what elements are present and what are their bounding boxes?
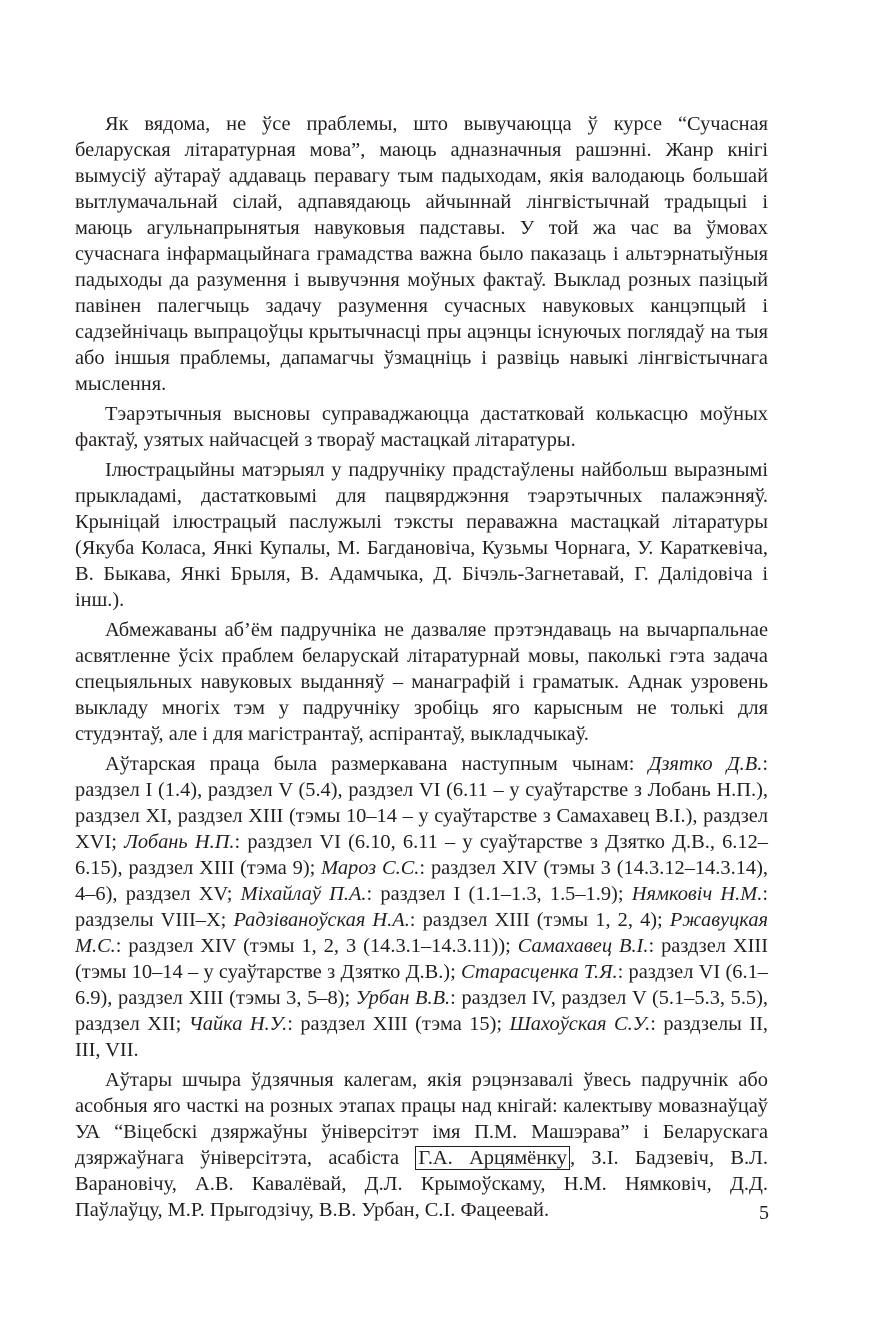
author-name: Самахавец В.І. (517, 935, 649, 957)
author-sections: : раздзел XIII (тэмы 10–14 – у суаўтарстве з Дзятко Д.В.); (75, 935, 768, 983)
page-body (75, 111, 768, 1227)
boxed-memorial-name: Г.А. Арцямёнку (415, 1146, 570, 1170)
page-number: 5 (759, 1202, 769, 1224)
author-name: Мароз С.С. (321, 857, 420, 879)
author-sections: : раздзел VI (6.1–6.9), раздзел XIII (тэмы 3, 5–8); (75, 961, 768, 1009)
author-name: Шахоўская С.У. (509, 1013, 651, 1035)
author-sections: : раздзелы II, III, VII. (75, 1013, 769, 1061)
author-sections: : раздзелы VIII–X; (75, 883, 768, 931)
paragraph-theoretical-conclusions: Тэарэтычныя высновы суправаджаюцца дастатковай колькасцю моўных фактаў, узятых найчасцей з твораў мастацкай літаратуры. (75, 403, 768, 451)
author-sections: : раздзел XIV (тэмы 3 (14.3.12–14.3.14), 4–6), раздзел XV; (75, 857, 768, 905)
author-name: Нямковіч Н.М. (631, 883, 763, 905)
paragraph-authorship (75, 751, 768, 1063)
author-sections: : раздзел XIII (тэма 15); (287, 1013, 510, 1035)
author-name: Чайка Н.У. (188, 1013, 288, 1035)
author-sections: : раздзел XIV (тэмы 1, 2, 3 (14.3.1–14.3.11)); (115, 935, 518, 957)
paragraph-intro-problems: Як вядома, не ўсе праблемы, што вывучаюцца ў курсе “Сучасная беларуская літаратурная мова”, маюць адназначныя рашэнні. Жанр кнігі вымусіў аўтараў аддаваць перавагу тым падыходам, якія валодаюць большай вытлумачальнай сілай, адпавядаюць айчыннай лінгвістычнай традыцыі і маюць агульнапрынятыя навуковыя падставы. У той жа час ва ўмовах сучаснага інфармацыйнага грамадства важна было паказаць і альтэрнатыўныя падыходы да разумення і вывучэння моўных фактаў. Выклад розных пазіцый павінен палегчыць задачу разумення сучасных навуковых канцэпцый і садзейнічаць выпрацоўцы крытычнасці пры ацэнцы існуючых поглядаў на тыя або іншыя праблемы, дапамагчы ўзмацніць і развіць навыкі лінгвістычнага мыслення. (75, 113, 768, 395)
acknowledgements-names: , З.І. Бадзевіч, В.Л. Варановічу, А.В. Кавалёвай, Д.Л. Крымоўскаму, Н.М. Нямковіч, Д.Д. Паўлаўцу, М.Р. Прыгодзічу, В.В. Урбан, С.І. Фацеевай. (75, 1147, 768, 1221)
author-name: Урбан В.В. (355, 987, 451, 1009)
paragraph-textbook-scope: Абмежаваны аб’ём падручніка не дазваляе прэтэндаваць на вычарпальнае асвятленне ўсіх праблем беларускай літаратурнай мовы, паколькі гэта задача спецыяльных навуковых выданняў – манаграфій і граматык. Аднак узровень выкладу многіх тэм у падручніку зробіць яго карысным не толькі для студэнтаў, але і для магістрантаў, аспірантаў, выкладчыкаў. (75, 619, 768, 745)
paragraph-acknowledgements (75, 1067, 768, 1223)
author-name: Дзятко Д.В. (648, 753, 763, 775)
paragraph-illustrative-material: Ілюстрацыйны матэрыял у падручніку прадстаўлены найбольш выразнымі прыкладамі, дастатковымі для пацвярджэння тэарэтычных палажэнняў. Крыніцай ілюстрацый паслужылі тэксты пераважна мастацкай літаратуры (Якуба Коласа, Янкі Купалы, М. Багдановіча, Кузьмы Чорнага, У. Караткевіча, В. Быкава, Янкі Брыля, В. Адамчыка, Д. Бічэль-Загнетавай, Г. Далідовіча і інш.). (75, 459, 768, 611)
authorship-intro: Аўтарская праца была размеркавана наступным чынам: (105, 753, 649, 775)
author-name: Міхайлаў П.А. (240, 883, 367, 905)
author-sections: : раздзел I (1.4), раздзел V (5.4), раздзел VI (6.11 – у суаўтарстве з Лобань Н.П.), раздзел XI, раздзел XIII (тэмы 10–14 – у суаўтарстве з Самахавец В.І.), раздзел XVI; (75, 753, 769, 853)
author-sections: : раздзел IV, раздзел V (5.1–5.3, 5.5), раздзел XII; (75, 987, 769, 1035)
author-sections: : раздзел VI (6.10, 6.11 – у суаўтарстве з Дзятко Д.В., 6.12–6.15), раздзел XIII (тэма 9); (75, 831, 768, 879)
author-sections: : раздзел XIII (тэмы 1, 2, 4); (409, 909, 670, 931)
author-name: Радзіваноўская Н.А. (233, 909, 410, 931)
author-name: Старасценка Т.Я. (461, 961, 618, 983)
author-name: Ржавуцкая М.С. (75, 909, 768, 957)
acknowledgements-text: Аўтары шчыра ўдзячныя калегам, якія рэцэнзавалі ўвесь падручнік або асобныя яго часткі на розных этапах працы над кнігай: калектыву мовазнаўцаў УА “Віцебскі дзяржаўны ўніверсітэт імя П.М. Машэрава” і Беларускага дзяржаўнага ўніверсітэта, асабіста (75, 1069, 768, 1169)
author-name: Лобань Н.П. (124, 831, 235, 853)
author-sections: : раздзел I (1.1–1.3, 1.5–1.9); (366, 883, 632, 905)
